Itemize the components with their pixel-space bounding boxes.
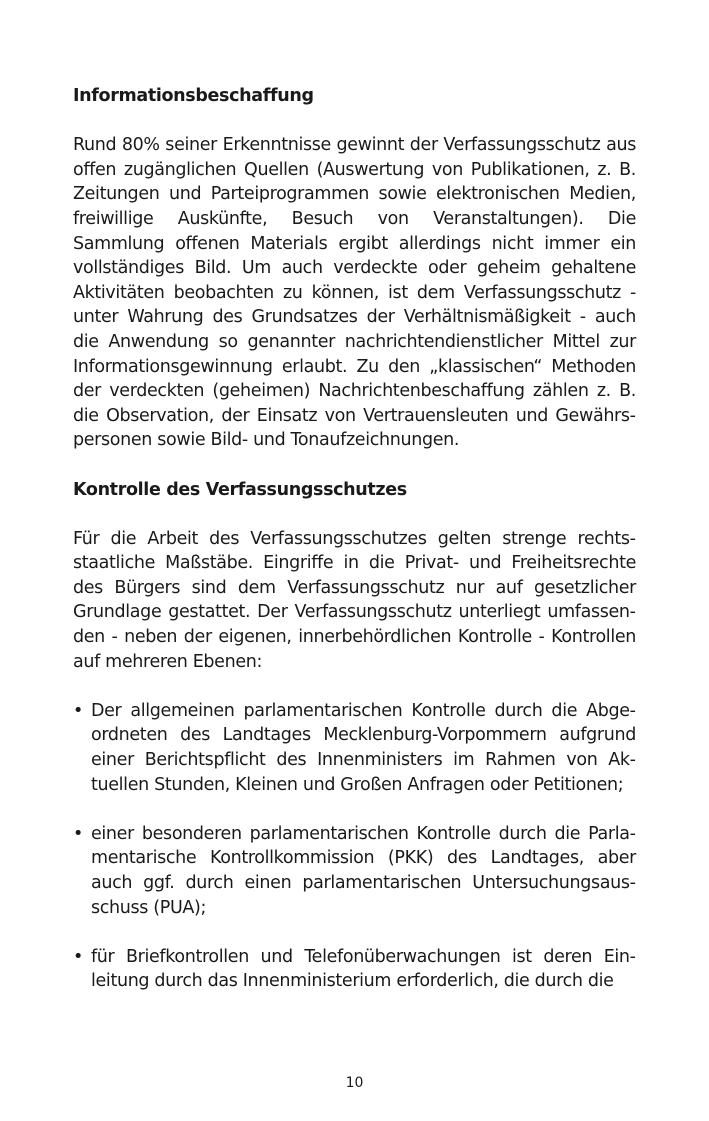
list-item-text: Der allgemeinen parlamentarischen Kontrolle durch die Abgeordneten des Landtages Mecklenburg-Vorpommern aufgrund einer Berichtspflicht des Innenministers im Rahmen von Aktuellen Stunden, Kleinen und Großen Anfragen oder Petitionen; (91, 700, 636, 795)
list-item (73, 699, 636, 797)
list-item (73, 945, 636, 994)
paragraph-informationsbeschaffung: Rund 80% seiner Erkenntnisse gewinnt der Verfassungsschutz aus offen zugänglichen Quellen (Auswertung von Publikationen, z. B. Zeitungen und Parteiprogrammen sowie elektronischen Medien, freiwillige Auskünfte, Besuch von Veranstaltungen). Die Sammlung offenen Materials ergibt allerdings nicht immer ein vollständiges Bild. Um auch verdeckte oder geheim gehaltene Aktivitäten beobachten zu können, ist dem Verfassungsschutz - unter Wahrung des Grundsatzes der Verhältnismäßigkeit - auch die Anwendung so genannter nachrichtendienstlicher Mittel zur Informationsgewinnung erlaubt. Zu den „klassischen“ Methoden der verdeckten (geheimen) Nachrichtenbeschaffung zählen z. B. die Observation, der Einsatz von Vertrauensleuten und Gewährspersonen sowie Bild- und Tonaufzeichnungen. (73, 135, 636, 451)
bullet-icon: • (73, 700, 83, 721)
list-item-text: einer besonderen parlamentarischen Kontrolle durch die Parlamentarische Kontrollkommission (PKK) des Landtages, aber auch ggf. durch einen parlamentarischen Untersuchungsausschuss (PUA); (91, 823, 636, 918)
bullet-icon: • (73, 823, 83, 844)
paragraph-kontrolle: Für die Arbeit des Verfassungsschutzes gelten strenge rechtsstaatliche Maßstäbe. Eingriffe in die Privat- und Freiheitsrechte des Bürgers sind dem Verfassungsschutz nur auf gesetzlicher Grundlage gestattet. Der Verfassungsschutz unterliegt umfassenden - neben der eigenen, innerbehördlichen Kontrolle - Kontrollen auf mehreren Ebenen: (73, 528, 636, 672)
bullet-icon: • (73, 946, 83, 967)
list-item (73, 822, 636, 920)
control-levels-list (73, 699, 636, 994)
page-number: 10 (345, 1075, 364, 1091)
section-heading-kontrolle: Kontrolle des Verfassungsschutzes (73, 479, 407, 500)
page-content (73, 84, 636, 1019)
list-item-text: für Briefkontrollen und Telefonüberwachungen ist deren Einleitung durch das Innenministerium erforderlich, die durch die (91, 946, 636, 992)
section-heading-informationsbeschaffung: Informationsbeschaffung (73, 86, 314, 106)
